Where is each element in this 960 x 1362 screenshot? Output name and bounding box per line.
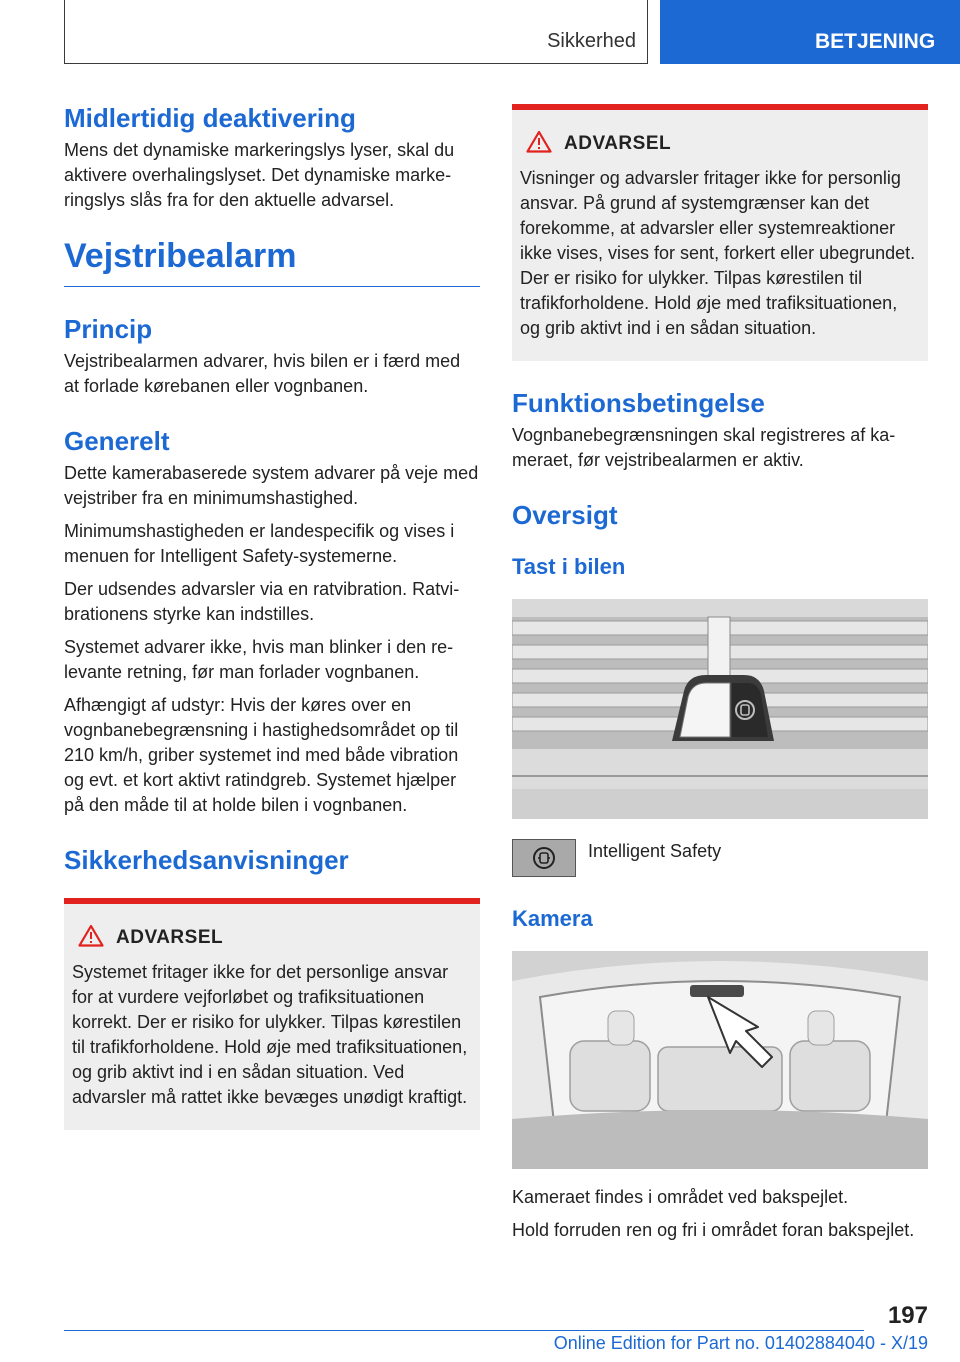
paragraph-generelt-5: Afhængigt af udstyr: Hvis der køres over en vognbanebegrænsning i hastighedsområdet op til 210 km/h, griber systemet ind med både vibration og evt. et kort aktivt ratindgreb. Systemet hjælper på den måde til at holde bilen i vognbanen. [64,695,459,815]
header-section-title: Sikkerhed [547,30,636,52]
heading-tast-i-bilen: Tast i bilen [512,554,626,579]
header-chapter-label: BETJENING [815,30,936,53]
warning-header [78,924,472,952]
header-chapter-tab [660,0,960,64]
button-legend [512,839,928,877]
heading-generelt: Generelt [64,426,170,456]
warning-title: ADVARSEL [116,927,224,948]
intelligent-safety-button-icon [512,839,576,877]
paragraph-princip: Vejstribealarmen advarer, hvis bilen er i færd med at forlade kørebanen eller vognbanen. [64,351,461,396]
footer-rule [64,1330,864,1331]
paragraph-kamera-2: Hold forruden ren og fri i området foran bakspejlet. [512,1220,915,1240]
paragraph-funktionsbetingelse: Vognbanebegrænsningen skal registreres af kameraet, før vejstribealarmen er aktiv. [512,425,896,470]
warning-text: Visninger og advarsler fritager ikke for personlig ansvar. På grund af systemgrænser kan det forekomme, at advarsler eller systemreaktioner ikke vises, vises for sent, forkert eller ubegrundet. Der er risiko for ulykker. Tilpas kørestilen til trafikforholdene. Hold øje med trafiksituationen, og grib aktivt ind i en sådan situation. [520,168,916,338]
paragraph-midlertidig: Mens det dynamiske markeringslys lyser, skal du aktivere overhalingslyset. Det dynamiske markeringslys slås fra for den aktuelle advarsel. [64,140,455,210]
heading-kamera: Kamera [512,906,593,931]
paragraph-kamera-1: Kameraet findes i området ved bakspejlet. [512,1187,849,1207]
warning-title: ADVARSEL [564,133,672,154]
warning-box-left [64,898,480,1130]
left-column [64,102,480,1130]
warning-triangle-icon [526,130,552,158]
footer-edition-link[interactable]: Online Edition for Part no. 01402884040 - X/19 [553,1333,928,1353]
paragraph-generelt-3: Der udsendes advarsler via en ratvibration. Ratvibrationens styrke kan indstilles. [64,579,460,624]
warning-header [526,130,920,158]
paragraph-generelt-1: Dette kamerabaserede system advarer på veje med vejstriber fra en minimumshastighed. [64,463,479,508]
warning-triangle-icon [78,924,104,952]
chapter-title: Vejstribealarm [64,237,480,287]
right-column [512,102,928,1243]
paragraph-generelt-4: Systemet advarer ikke, hvis man blinker i den relevante retning, før man forlader vognbanen. [64,637,454,682]
camera-location-image [512,951,928,1169]
page-number: 197 [887,1302,928,1329]
warning-text: Systemet fritager ikke for det personlige ansvar for at vurdere vejforløbet og trafiksituationen korrekt. Der er risiko for ulykker. Tilpas kørestilen til trafikforholdene. Hold øje med trafiksituationen, og grib aktivt ind i en sådan situation. Ved advarsler må rattet ikke bevæges unødigt kraftigt. [72,962,468,1107]
heading-midlertidig: Midlertidig deaktivering [64,103,356,133]
heading-funktionsbetingelse: Funktionsbetingelse [512,388,765,418]
paragraph-generelt-2: Minimumshastigheden er landespecifik og vises i menuen for Intelligent Safety-systemerne. [64,521,455,566]
heading-princip: Princip [64,314,153,344]
button-location-image [512,599,928,819]
heading-oversigt: Oversigt [512,500,618,530]
heading-sikkerhedsanvisninger: Sikkerhedsanvisninger [64,845,349,875]
warning-box-right [512,104,928,361]
button-label: Intelligent Safety [588,841,722,861]
